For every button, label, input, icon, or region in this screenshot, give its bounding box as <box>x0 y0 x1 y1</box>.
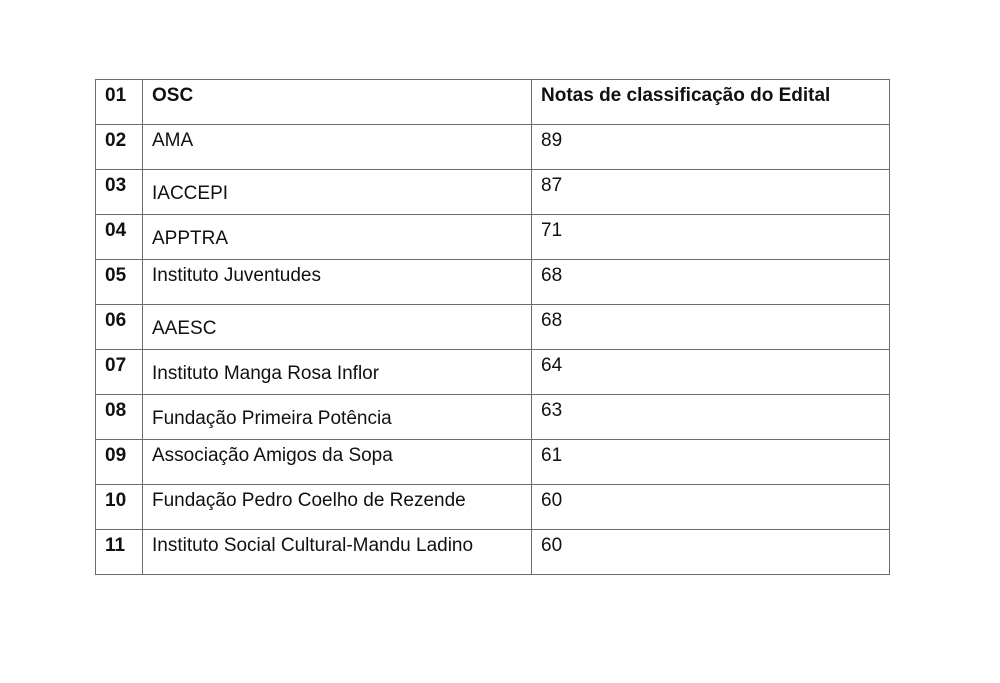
row-score: 68 <box>532 260 890 305</box>
row-number: 10 <box>96 485 143 530</box>
row-score: 89 <box>532 125 890 170</box>
row-number: 03 <box>96 170 143 215</box>
row-osc: APPTRA <box>143 215 532 260</box>
table-row <box>96 305 890 350</box>
table-row <box>96 440 890 485</box>
table-row <box>96 350 890 395</box>
row-number: 07 <box>96 350 143 395</box>
row-number: 05 <box>96 260 143 305</box>
table-row <box>96 170 890 215</box>
header-osc: OSC <box>143 80 532 125</box>
row-osc: Fundação Primeira Potência <box>143 395 532 440</box>
row-osc: AMA <box>143 125 532 170</box>
table-row <box>96 260 890 305</box>
row-score: 68 <box>532 305 890 350</box>
row-score: 60 <box>532 485 890 530</box>
table-row <box>96 395 890 440</box>
row-osc: Fundação Pedro Coelho de Rezende <box>143 485 532 530</box>
row-number: 06 <box>96 305 143 350</box>
row-number: 09 <box>96 440 143 485</box>
row-osc: Instituto Manga Rosa Inflor <box>143 350 532 395</box>
table-row <box>96 485 890 530</box>
row-score: 61 <box>532 440 890 485</box>
row-osc: Instituto Juventudes <box>143 260 532 305</box>
row-score: 60 <box>532 530 890 575</box>
row-number: 04 <box>96 215 143 260</box>
row-score: 63 <box>532 395 890 440</box>
row-score: 71 <box>532 215 890 260</box>
header-number: 01 <box>96 80 143 125</box>
row-osc: AAESC <box>143 305 532 350</box>
row-number: 11 <box>96 530 143 575</box>
table-row <box>96 125 890 170</box>
table-row <box>96 530 890 575</box>
row-osc: IACCEPI <box>143 170 532 215</box>
table-row <box>96 215 890 260</box>
row-osc: Instituto Social Cultural-Mandu Ladino <box>143 530 532 575</box>
row-number: 08 <box>96 395 143 440</box>
classification-table <box>95 79 890 575</box>
header-score: Notas de classificação do Edital <box>532 80 890 125</box>
row-number: 02 <box>96 125 143 170</box>
row-score: 64 <box>532 350 890 395</box>
row-osc: Associação Amigos da Sopa <box>143 440 532 485</box>
table-header-row <box>96 80 890 125</box>
row-score: 87 <box>532 170 890 215</box>
